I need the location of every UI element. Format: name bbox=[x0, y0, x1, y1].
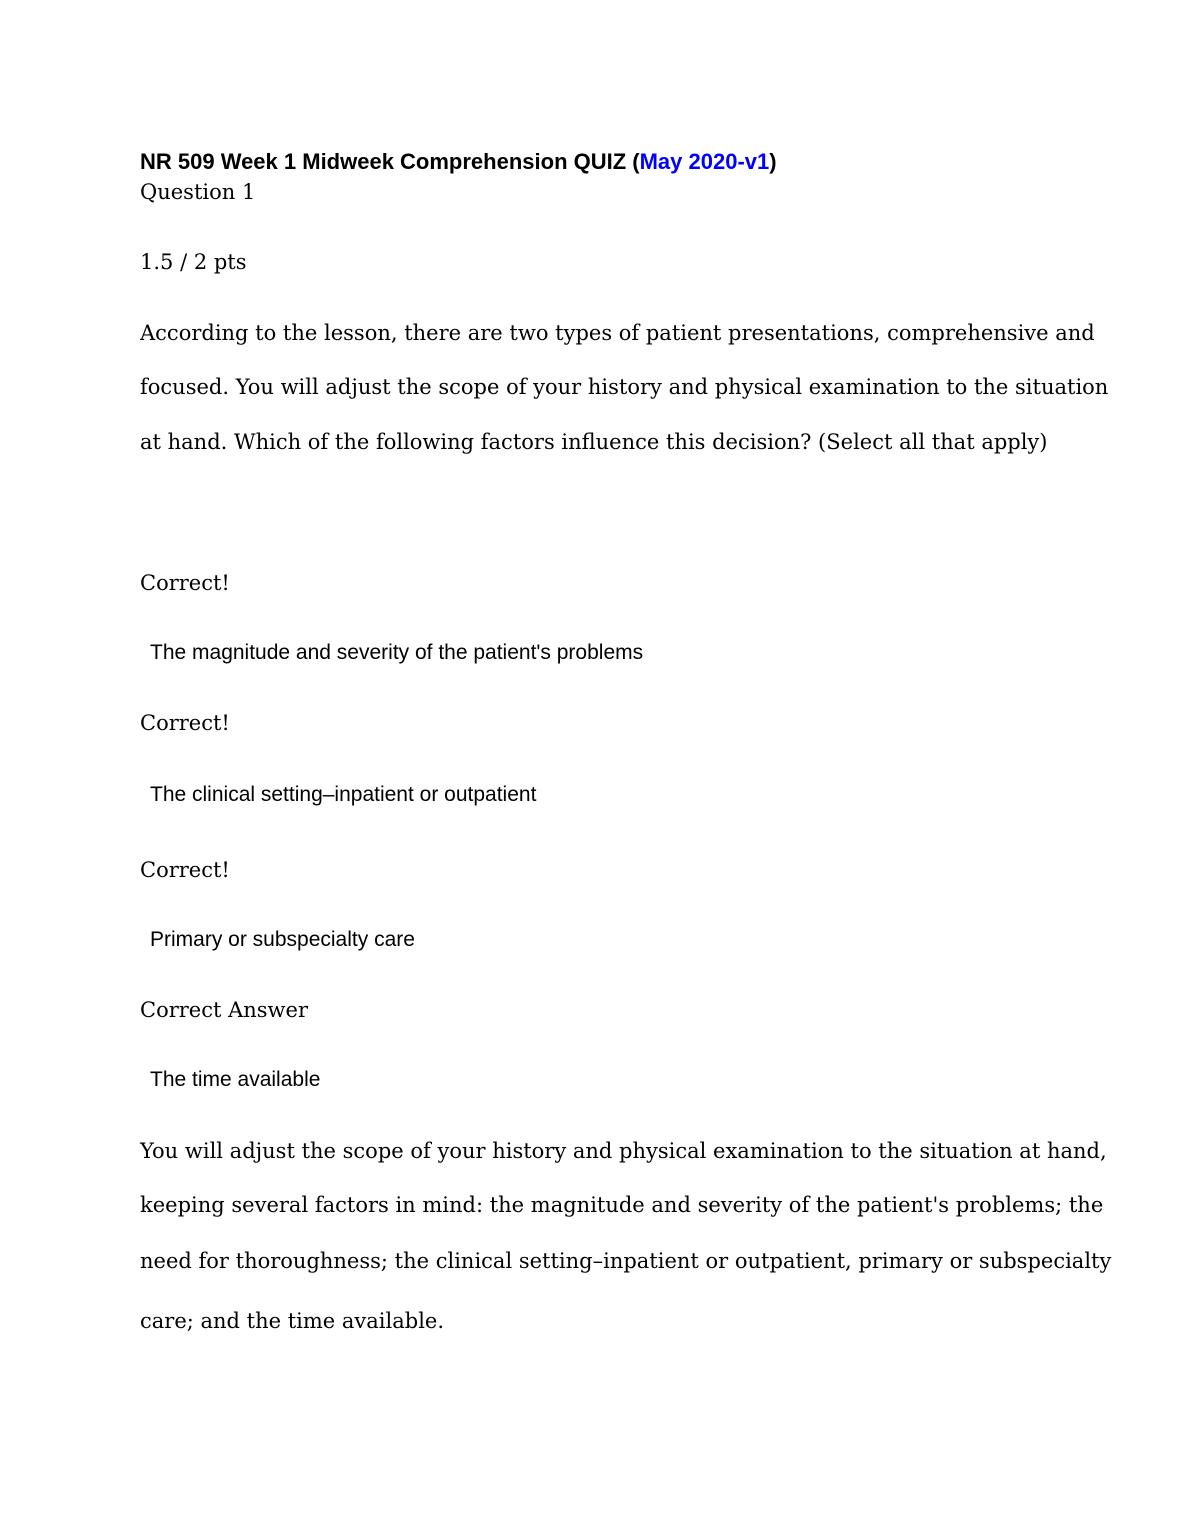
answer-4-status: Correct Answer bbox=[140, 998, 308, 1022]
quiz-title bbox=[140, 148, 777, 176]
question-text-line-3: at hand. Which of the following factors influence this decision? (Select all that apply) bbox=[140, 430, 1048, 454]
answer-2-status: Correct! bbox=[140, 711, 230, 735]
answer-4-text: The time available bbox=[150, 1068, 321, 1091]
quiz-title-prefix: NR 509 Week 1 Midweek Comprehension QUIZ ( bbox=[140, 149, 640, 174]
answer-1-text: The magnitude and severity of the patient's problems bbox=[150, 641, 644, 664]
answer-3-status: Correct! bbox=[140, 858, 230, 882]
explanation-line-4: care; and the time available. bbox=[140, 1309, 445, 1333]
explanation-line-1: You will adjust the scope of your history and physical examination to the situation at hand, bbox=[140, 1139, 1107, 1163]
answer-3-text: Primary or subspecialty care bbox=[150, 928, 415, 951]
question-text-line-1: According to the lesson, there are two types of patient presentations, comprehensive and bbox=[140, 321, 1095, 345]
question-score: 1.5 / 2 pts bbox=[140, 250, 247, 274]
question-label: Question 1 bbox=[140, 180, 256, 204]
explanation-line-3: need for thoroughness; the clinical setting–inpatient or outpatient, primary or subspecialty bbox=[140, 1249, 1112, 1273]
answer-2-text: The clinical setting–inpatient or outpatient bbox=[150, 783, 537, 806]
quiz-title-date: May 2020-v1 bbox=[639, 149, 770, 174]
answer-1-status: Correct! bbox=[140, 571, 230, 595]
quiz-title-suffix: ) bbox=[769, 149, 777, 174]
explanation-line-2: keeping several factors in mind: the magnitude and severity of the patient's problems; the bbox=[140, 1193, 1104, 1217]
question-text-line-2: focused. You will adjust the scope of your history and physical examination to the situation bbox=[140, 375, 1109, 399]
